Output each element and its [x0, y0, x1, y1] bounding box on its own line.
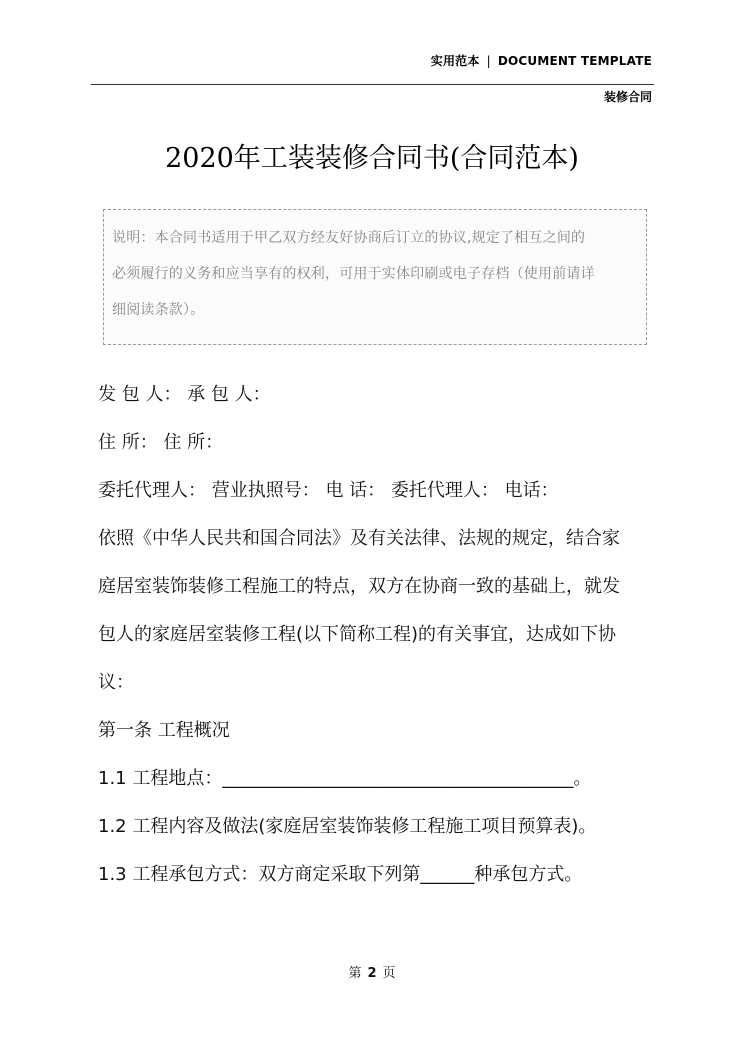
body-paragraph-line: 议：: [98, 672, 134, 693]
clause-1-3: 1.3 工程承包方式：双方商定采取下列第______种承包方式。: [98, 864, 583, 885]
note-line: 必须履行的义务和应当享有的权利，可用于实体印刷或电子存档（使用前请详: [112, 266, 595, 282]
document-header: [431, 52, 652, 69]
party-line: 发 包 人： 承 包 人：: [98, 384, 271, 405]
contract-body: [98, 375, 658, 903]
footer-suffix: 页: [382, 966, 396, 981]
header-template-label: DOCUMENT TEMPLATE: [497, 54, 652, 68]
note-line: 细阅读条款）。: [112, 302, 205, 318]
body-paragraph-line: 庭居室装饰装修工程施工的特点，双方在协商一致的基础上，就发: [98, 576, 620, 597]
header-category: 装修合同: [603, 90, 652, 104]
page-number: 2: [367, 966, 377, 981]
page-footer: [0, 962, 744, 981]
body-paragraph-line: 依照《中华人民共和国合同法》及有关法律、法规的规定，结合家: [98, 528, 620, 549]
clause-1-1: 1.1 工程地点：_______________________________________。: [98, 768, 592, 789]
header-brand: 实用范本: [430, 54, 480, 68]
article-heading: 第一条 工程概况: [98, 720, 230, 741]
note-line: 说明：本合同书适用于甲乙双方经友好协商后订立的协议,规定了相互之间的: [112, 230, 586, 246]
body-paragraph-line: 包人的家庭居室装修工程(以下简称工程)的有关事宜，达成如下协: [98, 624, 617, 645]
clause-1-2: 1.2 工程内容及做法(家庭居室装饰装修工程施工项目预算表)。: [98, 816, 597, 837]
header-separator: |: [486, 54, 491, 68]
agent-line: 委托代理人： 营业执照号： 电 话： 委托代理人： 电话：: [98, 480, 559, 501]
address-line: 住 所： 住 所：: [98, 432, 224, 453]
description-note-box: [103, 209, 647, 345]
document-title: 2020年工装装修合同书(合同范本): [165, 143, 579, 174]
header-divider: [91, 84, 654, 85]
footer-prefix: 第: [348, 966, 362, 981]
